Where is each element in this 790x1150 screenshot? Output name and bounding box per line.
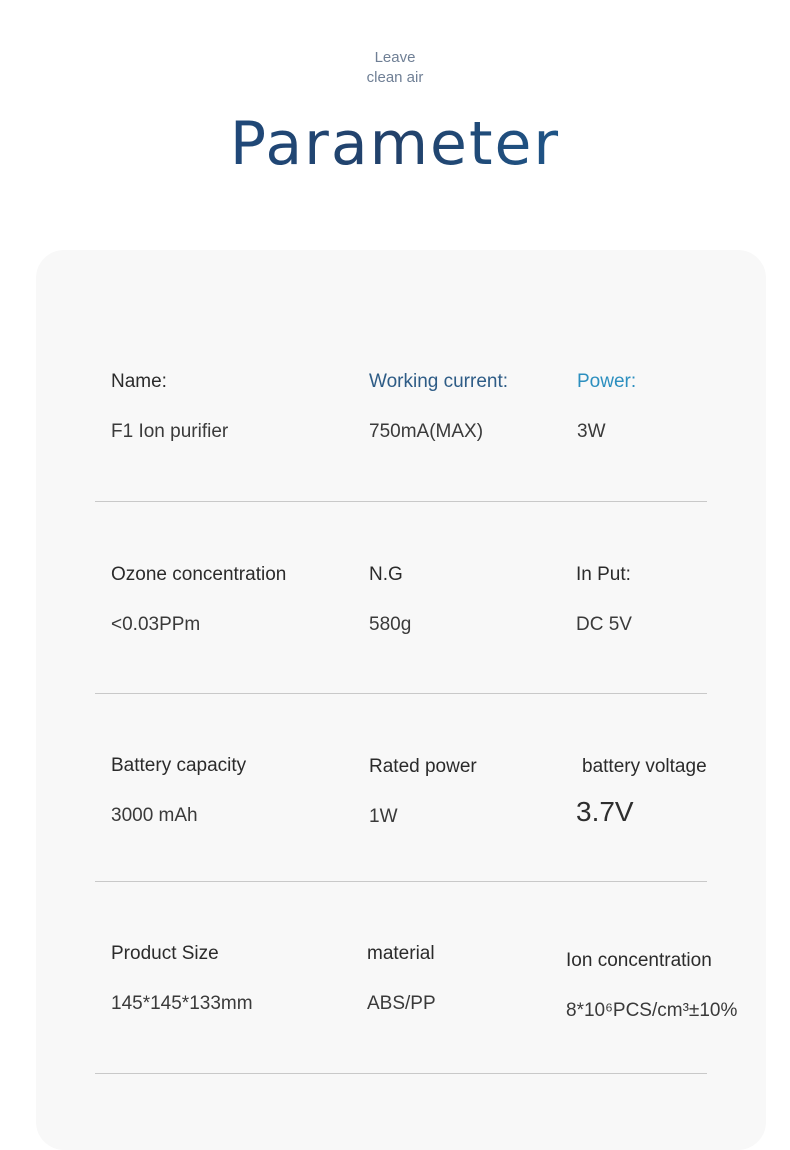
page-title: Parameter bbox=[0, 108, 790, 180]
param-label-material: material bbox=[367, 943, 435, 964]
row-divider bbox=[95, 501, 707, 502]
param-value-battery-voltage: 3.7V bbox=[576, 796, 634, 827]
param-label-battery-capacity: Battery capacity bbox=[111, 755, 247, 776]
parameter-card bbox=[36, 250, 766, 1150]
param-value-ion-concentration: 8*10⁶PCS/cm³±10% bbox=[566, 1000, 738, 1021]
tagline-line-1: Leave bbox=[374, 49, 416, 66]
param-label-net-weight: N.G bbox=[369, 564, 403, 585]
param-value-working-current: 750mA(MAX) bbox=[369, 421, 484, 442]
param-value-ozone-concentration: <0.03PPm bbox=[111, 614, 201, 635]
param-value-battery-capacity: 3000 mAh bbox=[111, 805, 198, 826]
param-label-working-current: Working current: bbox=[369, 371, 509, 392]
param-value-product-size: 145*145*133mm bbox=[111, 993, 253, 1014]
param-value-net-weight: 580g bbox=[369, 614, 412, 635]
param-label-product-size: Product Size bbox=[111, 943, 219, 964]
tagline bbox=[0, 48, 790, 88]
param-label-ion-concentration: Ion concentration bbox=[566, 950, 712, 971]
param-label-ozone-concentration: Ozone concentration bbox=[111, 564, 287, 585]
param-label-rated-power: Rated power bbox=[369, 756, 477, 777]
tagline-line-2: clean air bbox=[366, 69, 424, 86]
param-label-input: In Put: bbox=[576, 564, 631, 585]
param-value-rated-power: 1W bbox=[369, 806, 398, 827]
param-label-power: Power: bbox=[577, 371, 637, 392]
param-value-material: ABS/PP bbox=[367, 993, 436, 1014]
param-label-battery-voltage: battery voltage bbox=[582, 756, 707, 777]
param-value-input: DC 5V bbox=[576, 614, 632, 635]
param-label-name: Name: bbox=[111, 371, 167, 392]
row-divider bbox=[95, 693, 707, 694]
row-divider bbox=[95, 881, 707, 882]
row-divider bbox=[95, 1073, 707, 1074]
param-value-power: 3W bbox=[577, 421, 606, 442]
param-value-name: F1 Ion purifier bbox=[111, 421, 229, 442]
